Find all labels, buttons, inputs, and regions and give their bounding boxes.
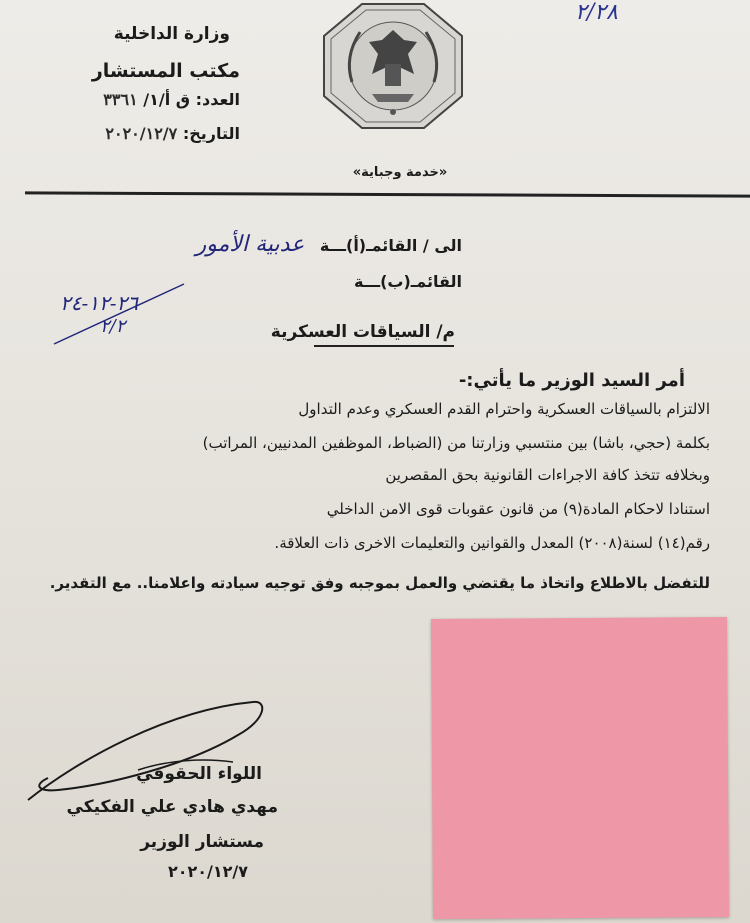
ministry-name: وزارة الداخلية (113, 24, 230, 44)
office-name: مكتب المستشار (91, 60, 240, 82)
recipient-a (196, 232, 462, 257)
signatory-title: مستشار الوزير (140, 832, 264, 852)
closing-line: للتفضل بالاطلاع واتخاذ ما يقتضي والعمل بموجبه وفق توجيه سيادته واعلامنا.. مع التقدير. (49, 574, 710, 592)
order-intro: أمر السيد الوزير ما يأتي:- (458, 370, 685, 391)
body-line: الالتزام بالسياقات العسكرية واحترام القدم العسكري وعدم التداول (298, 400, 710, 418)
signatory-date: ٢٠٢٠/١٢/٧ (167, 862, 248, 881)
reference-number-value: ٣٣٦١ (103, 90, 138, 109)
body-line: رقم(١٤) لسنة(٢٠٠٨) المعدل والقوانين والتعليمات الاخرى ذات العلاقة. (274, 534, 710, 552)
document-date (105, 124, 240, 143)
document-date-label: التاريخ: (182, 124, 240, 143)
reference-number-label: العدد: ق أ/١/ (143, 90, 240, 109)
header-divider (25, 191, 750, 197)
signatory-rank: اللواء الحقوقي (136, 764, 262, 784)
body-line: وبخلافه تتخذ كافة الاجراءات القانونية بحق المقصرين (385, 466, 710, 484)
reference-number (103, 90, 240, 109)
margin-handwritten-note (52, 280, 192, 350)
body-line: بكلمة (حجي، باشا) بين منتسبي وزارتنا من (الضباط، الموظفين المدنيين، المراتب) (202, 434, 710, 452)
top-handwritten-note: ٢/٢٨ (575, 0, 618, 25)
margin-note-line2: ٢/٢ (100, 316, 126, 337)
body-line: استنادا لاحكام المادة(٩) من قانون عقوبات قوى الامن الداخلي (326, 500, 710, 518)
signatory-name: مهدي هادي علي الفكيكي (66, 797, 278, 817)
document-date-value: ٢٠٢٠/١٢/٧ (105, 124, 178, 143)
recipient-b: القائمـ(ب)ـــة (353, 272, 462, 291)
ministry-emblem-icon (322, 2, 464, 130)
recipient-a-handwritten: عدبية الأمور (195, 232, 305, 257)
service-line: «خدمة وجباية» (352, 165, 448, 180)
sticky-note (431, 617, 729, 919)
margin-note-line1: ٢٦-١٢-٢٤ (60, 291, 138, 315)
subject-underline (314, 345, 454, 347)
recipient-a-label: الى / القائمـ(أ)ـــة (319, 236, 462, 255)
subject-line: م/ السياقات العسكرية (270, 322, 455, 342)
